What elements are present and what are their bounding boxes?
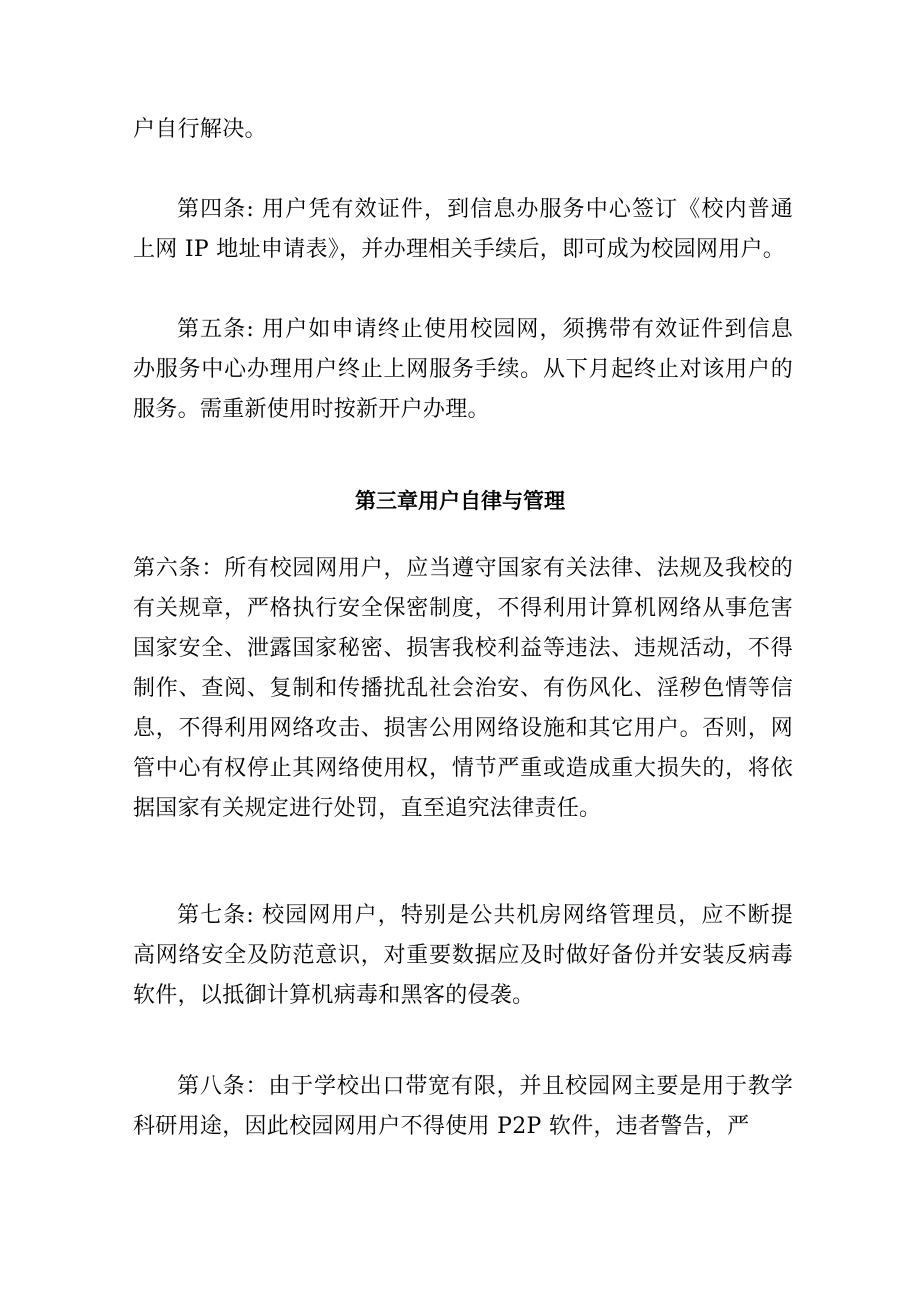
article-6-paragraph: 第六条：所有校园网用户，应当遵守国家有关法律、法规及我校的有关规章，严格执行安全保密制度，不得利用计算机网络从事危害国家安全、泄露国家秘密、损害我校利益等违法、违规活动，不得制作、查阅、复制和传播扰乱社会治安、有伤风化、淫秽色情等信息，不得利用网络攻击、损害公用网络设施和其它用户。否则，网管中心有权停止其网络使用权，情节严重或造成重大损失的，将依据国家有关规定进行处罚，直至追究法律责任。 bbox=[133, 556, 793, 821]
article-7-paragraph: 第七条: 校园网用户，特别是公共机房网络管理员，应不断提高网络安全及防范意识，对重要数据应及时做好备份并安装反病毒软件，以抵御计算机病毒和黑客的侵袭。 bbox=[133, 903, 793, 1008]
article-5-paragraph: 第五条: 用户如申请终止使用校园网，须携带有效证件到信息办服务中心办理用户终止上网服务手续。从下月起终止对该用户的服务。需重新使用时按新开户办理。 bbox=[133, 317, 793, 422]
paragraph-continuation: 户自行解决。 bbox=[133, 117, 267, 142]
chapter-3-heading: 第三章用户自律与管理 bbox=[355, 489, 565, 513]
article-4-paragraph: 第四条: 用户凭有效证件，到信息办服务中心签订《校内普通上网 IP 地址申请表》，并办理相关手续后，即可成为校园网用户。 bbox=[133, 197, 793, 262]
article-8-paragraph: 第八条：由于学校出口带宽有限，并且校园网主要是用于教学科研用途，因此校园网用户不得使用 P2P 软件，违者警告，严 bbox=[133, 1074, 793, 1139]
